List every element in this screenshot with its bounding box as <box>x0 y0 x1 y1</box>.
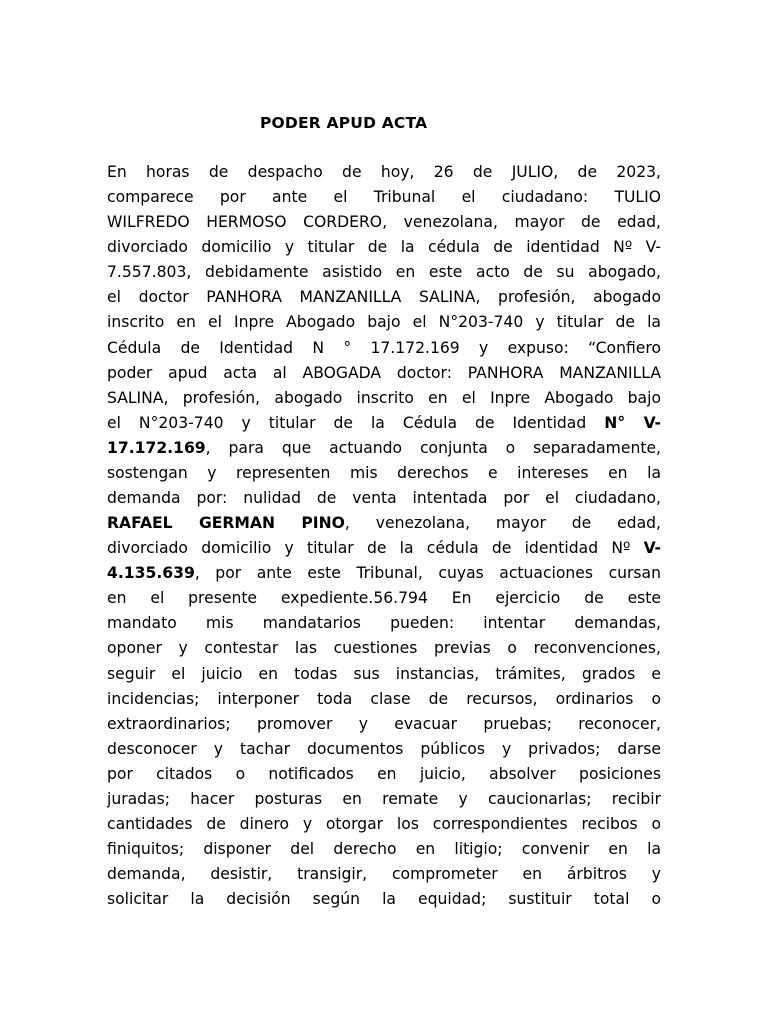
paragraph-line <box>107 712 661 737</box>
paragraph-line <box>107 411 661 436</box>
paragraph-line <box>107 787 661 812</box>
bold-text: V- <box>643 539 661 558</box>
text-run: el N°203-740 y titular de la Cédula de Identidad <box>107 413 605 432</box>
paragraph-line <box>107 461 661 486</box>
paragraph-line <box>107 586 661 611</box>
paragraph-line <box>107 386 661 411</box>
paragraph-line <box>107 687 661 712</box>
paragraph-line <box>107 160 661 185</box>
text-run: juradas; hacer posturas en remate y caucionarlas; recibir <box>107 789 661 808</box>
paragraph-line <box>107 336 661 361</box>
text-run: cantidades de dinero y otorgar los correspondientes recibos o <box>107 815 661 834</box>
text-run: , para que actuando conjunta o separadamente, <box>205 438 661 457</box>
paragraph-line <box>107 762 661 787</box>
text-run: , venezolana, mayor de edad, <box>344 514 661 533</box>
document-body <box>107 160 661 912</box>
text-run: divorciado domicilio y titular de la cédula de identidad Nº V- <box>107 238 661 257</box>
bold-text: 17.172.169 <box>107 438 206 457</box>
paragraph-line <box>107 361 661 386</box>
text-run: oponer y contestar las cuestiones previas o reconvenciones, <box>107 639 661 658</box>
paragraph-line <box>107 737 661 762</box>
paragraph-line <box>107 611 661 636</box>
text-run: extraordinarios; promover y evacuar pruebas; reconocer, <box>107 714 661 733</box>
bold-text: 4.135.639 <box>107 564 195 583</box>
text-run: demanda, desistir, transigir, comprometer en árbitros y <box>107 865 661 884</box>
text-run: el doctor PANHORA MANZANILLA SALINA, profesión, abogado <box>107 288 661 307</box>
text-run: desconocer y tachar documentos públicos y privados; darse <box>107 739 661 758</box>
text-run: en el presente expediente.56.794 En ejercicio de este <box>107 589 661 608</box>
paragraph-line <box>107 536 661 561</box>
paragraph-line <box>107 235 661 260</box>
text-run: 7.557.803, debidamente asistido en este acto de su abogado, <box>107 263 661 282</box>
text-run: solicitar la decisión según la equidad; sustituir total o <box>107 890 661 909</box>
text-run: mandato mis mandatarios pueden: intentar demandas, <box>107 614 661 633</box>
paragraph-line <box>107 812 661 837</box>
paragraph-line <box>107 636 661 661</box>
paragraph-line <box>107 511 661 536</box>
paragraph-line <box>107 561 661 586</box>
text-run: , por ante este Tribunal, cuyas actuaciones cursan <box>194 564 661 583</box>
paragraph-line <box>107 887 661 912</box>
bold-text: N° V- <box>604 413 661 432</box>
paragraph-line <box>107 285 661 310</box>
text-run: inscrito en el Inpre Abogado bajo el N°203-740 y titular de la <box>107 313 661 332</box>
paragraph-line <box>107 837 661 862</box>
paragraph-line <box>107 310 661 335</box>
text-run: seguir el juicio en todas sus instancias, trámites, grados e <box>107 664 661 683</box>
paragraph-line <box>107 436 661 461</box>
text-run: incidencias; interponer toda clase de recursos, ordinarios o <box>107 689 661 708</box>
text-run: poder apud acta al ABOGADA doctor: PANHORA MANZANILLA <box>107 363 661 382</box>
text-run: En horas de despacho de hoy, 26 de JULIO, de 2023, <box>107 163 661 181</box>
text-run: WILFREDO HERMOSO CORDERO, venezolana, mayor de edad, <box>107 213 661 232</box>
paragraph-line <box>107 486 661 511</box>
paragraph-line <box>107 185 661 210</box>
text-run: finiquitos; disponer del derecho en litigio; convenir en la <box>107 840 661 859</box>
text-run: SALINA, profesión, abogado inscrito en el Inpre Abogado bajo <box>107 388 661 407</box>
bold-text: RAFAEL GERMAN PINO <box>107 514 345 533</box>
text-run: divorciado domicilio y titular de la cédula de identidad Nº <box>107 539 644 558</box>
paragraph-line <box>107 210 661 235</box>
text-run: por citados o notificados en juicio, absolver posiciones <box>107 764 661 783</box>
document-title: PODER APUD ACTA <box>260 114 428 132</box>
paragraph-line <box>107 662 661 687</box>
text-run: sostengan y representen mis derechos e intereses en la <box>107 463 661 482</box>
paragraph-line <box>107 862 661 887</box>
text-run: comparece por ante el Tribunal el ciudadano: TULIO <box>107 188 661 207</box>
paragraph-line <box>107 260 661 285</box>
text-run: Cédula de Identidad N ° 17.172.169 y expuso: “Confiero <box>107 338 661 357</box>
text-run: demanda por: nulidad de venta intentada por el ciudadano, <box>107 489 661 508</box>
